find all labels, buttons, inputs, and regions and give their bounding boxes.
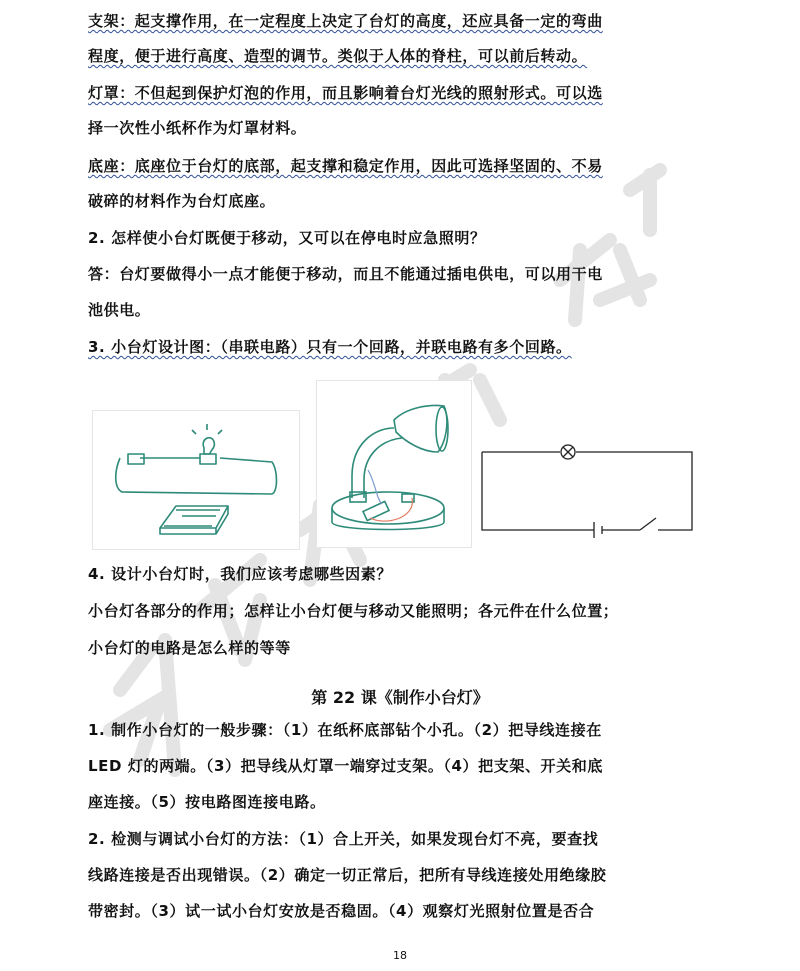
battery-symbol [594, 522, 602, 538]
lamp-sketch-figure [316, 380, 472, 548]
testing-line-3: 带密封。（3）试一试小台灯安放是否稳固。（4）观察灯光照射位置是否合 [88, 902, 595, 920]
circuit-schematic-figure [472, 430, 702, 542]
answer-4-line-1: 小台灯各部分的作用；怎样让小台灯便与移动又能照明；各元件在什么位置； [88, 602, 619, 620]
testing-line-1: 2. 检测与调试小台灯的方法：（1）合上开关，如果发现台灯不亮，要查找 [88, 830, 599, 848]
switch-symbol [640, 518, 656, 530]
support-paragraph-line-1: 支架：起支撑作用，在一定程度上决定了台灯的高度，还应具备一定的弯曲 [88, 12, 603, 30]
question-3: 3. 小台灯设计图：（串联电路）只有一个回路，并联电路有多个回路。 [88, 338, 572, 356]
base-paragraph-line-1: 底座：底座位于台灯的底部，起支撑和稳定作用，因此可选择坚固的、不易 [88, 157, 603, 175]
shade-paragraph-line-2: 择一次性小纸杯作为灯罩材料。 [88, 119, 307, 137]
schematic-wire [482, 452, 692, 530]
steps-line-1: 1. 制作小台灯的一般步骤：（1）在纸杯底部钻个小孔。（2）把导线连接在 [88, 721, 602, 739]
base-paragraph-line-2: 破碎的材料作为台灯底座。 [88, 192, 276, 210]
testing-line-2: 线路连接是否出现错误。（2）确定一切正常后，把所有导线连接处用绝缘胶 [88, 866, 607, 884]
page-number: 18 [393, 949, 407, 962]
answer-4-line-2: 小台灯的电路是怎么样的等等 [88, 639, 291, 657]
support-paragraph-line-2: 程度，便于进行高度、造型的调节。类似于人体的脊柱，可以前后转动。 [88, 47, 588, 65]
shade-paragraph-line-1: 灯罩：不但起到保护灯泡的作用，而且影响着台灯光线的照射形式。可以选 [88, 84, 603, 102]
answer-2-line-2: 池供电。 [88, 301, 151, 319]
steps-line-2: LED 灯的两端。（3）把导线从灯罩一端穿过支架。（4）把支架、开关和底 [88, 757, 603, 775]
circuit-sketch-figure [92, 410, 300, 550]
question-4: 4. 设计小台灯时，我们应该考虑哪些因素？ [88, 565, 392, 583]
steps-line-3: 座连接。（5）按电路图连接电路。 [88, 793, 326, 811]
answer-2-line-1: 答：台灯要做得小一点才能便于移动，而且不能通过插电供电，可以用干电 [88, 265, 603, 283]
lesson-title: 第 22 课《制作小台灯》 [311, 688, 489, 707]
question-2: 2. 怎样使小台灯既便于移动，又可以在停电时应急照明？ [88, 229, 486, 247]
